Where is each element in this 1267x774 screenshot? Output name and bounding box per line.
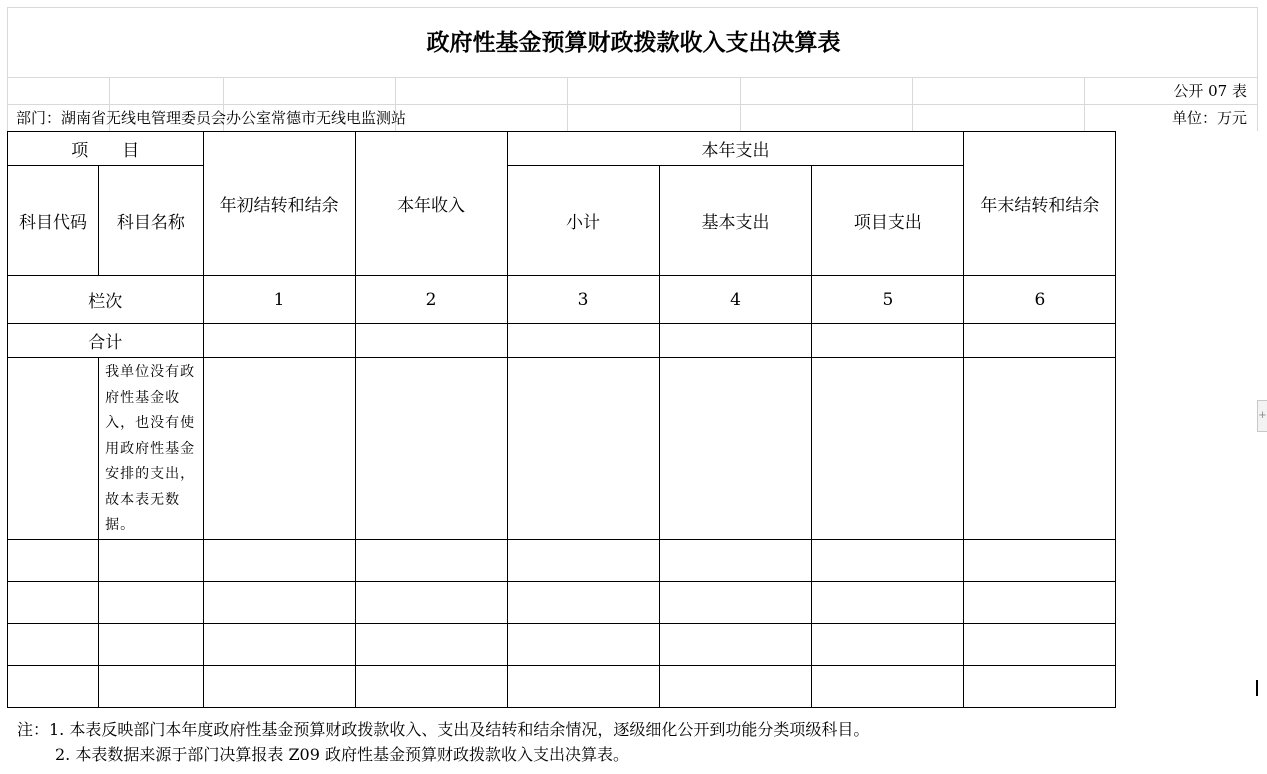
gridline (912, 77, 913, 131)
gridline (7, 104, 1257, 105)
table-cell[interactable] (507, 581, 659, 623)
col-index[interactable]: 4 (659, 276, 812, 324)
total-label[interactable]: 合计 (8, 324, 204, 358)
gridline (7, 7, 1257, 8)
table-cell[interactable] (812, 358, 964, 540)
table-cell[interactable] (964, 623, 1116, 665)
table-cell[interactable] (8, 623, 99, 665)
header-name[interactable]: 科目名称 (99, 166, 204, 276)
cell-cursor (1256, 680, 1258, 696)
table-cell[interactable] (203, 623, 355, 665)
table-cell[interactable] (964, 581, 1116, 623)
table-cell[interactable] (8, 358, 99, 540)
table-cell[interactable] (812, 324, 964, 358)
table-cell[interactable] (355, 581, 507, 623)
table-cell[interactable] (99, 665, 204, 707)
table-cell[interactable] (355, 623, 507, 665)
table-cell[interactable] (812, 623, 964, 665)
table-cell[interactable] (507, 623, 659, 665)
table-cell[interactable] (812, 665, 964, 707)
col-index[interactable]: 2 (355, 276, 507, 324)
table-cell[interactable] (659, 665, 812, 707)
header-item[interactable]: 项 目 (8, 132, 204, 166)
table-cell[interactable] (99, 623, 204, 665)
table-cell[interactable] (964, 324, 1116, 358)
table-cell[interactable] (203, 358, 355, 540)
table-cell[interactable] (659, 581, 812, 623)
table-cell[interactable] (355, 539, 507, 581)
gridline (740, 77, 741, 131)
form-number: 公开 07 表 (1173, 82, 1247, 100)
table-cell[interactable] (355, 324, 507, 358)
sheet-resize-handle[interactable]: + (1257, 400, 1267, 432)
table-row (8, 539, 1267, 581)
department-label: 部门：湖南省无线电管理委员会办公室常德市无线电监测站 (16, 109, 407, 127)
gridline (1084, 77, 1085, 131)
col-index[interactable]: 1 (203, 276, 355, 324)
table-cell[interactable] (203, 324, 355, 358)
header-income[interactable]: 本年收入 (355, 132, 507, 276)
table-cell[interactable] (355, 665, 507, 707)
table-cell[interactable] (812, 539, 964, 581)
header-project[interactable]: 项目支出 (812, 166, 964, 276)
table-cell[interactable] (355, 358, 507, 540)
header-expend[interactable]: 本年支出 (507, 132, 964, 166)
header-carry-end[interactable]: 年末结转和结余 (964, 132, 1116, 276)
footnote-2: 2. 本表数据来源于部门决算报表 Z09 政府性基金预算财政拨款收入支出决算表。 (55, 745, 630, 764)
table-cell[interactable] (8, 665, 99, 707)
col-index[interactable]: 3 (507, 276, 659, 324)
table-cell[interactable] (203, 665, 355, 707)
header-carry-begin[interactable]: 年初结转和结余 (203, 132, 355, 276)
col-index[interactable]: 6 (964, 276, 1116, 324)
table-cell[interactable] (659, 324, 812, 358)
gridline (7, 77, 1257, 78)
header-code[interactable]: 科目代码 (8, 166, 99, 276)
remark-cell[interactable]: 我单位没有政府性基金收入，也没有使用政府性基金安排的支出，故本表无数据。 (99, 358, 204, 540)
unit-label: 单位：万元 (1171, 109, 1247, 127)
table-cell[interactable] (99, 581, 204, 623)
table-cell[interactable] (659, 358, 812, 540)
footnote-1: 注：1. 本表反映部门本年度政府性基金预算财政拨款收入、支出及结转和结余情况，逐级细化公开到功能分类项级科目。 (17, 720, 870, 739)
col-index[interactable]: 5 (812, 276, 964, 324)
table-cell[interactable] (507, 539, 659, 581)
table-row (8, 665, 1267, 707)
table-cell[interactable] (507, 665, 659, 707)
table-cell[interactable] (964, 539, 1116, 581)
table-row (8, 623, 1267, 665)
page-title: 政府性基金预算财政拨款收入支出决算表 (426, 30, 841, 56)
table-cell[interactable] (203, 581, 355, 623)
budget-table (7, 131, 1267, 708)
gridline (567, 77, 568, 131)
table-cell[interactable] (507, 324, 659, 358)
table-cell[interactable] (203, 539, 355, 581)
table-cell[interactable] (99, 539, 204, 581)
table-cell[interactable] (8, 581, 99, 623)
row-index-label[interactable]: 栏次 (8, 276, 204, 324)
table-cell[interactable] (812, 581, 964, 623)
table-cell[interactable] (507, 358, 659, 540)
table-cell[interactable] (8, 539, 99, 581)
footnotes (17, 717, 869, 767)
table-cell[interactable] (659, 539, 812, 581)
header-subtotal[interactable]: 小计 (507, 166, 659, 276)
table-cell[interactable] (659, 623, 812, 665)
table-row (8, 581, 1267, 623)
table-cell[interactable] (964, 358, 1116, 540)
table-cell[interactable] (964, 665, 1116, 707)
header-basic[interactable]: 基本支出 (659, 166, 812, 276)
